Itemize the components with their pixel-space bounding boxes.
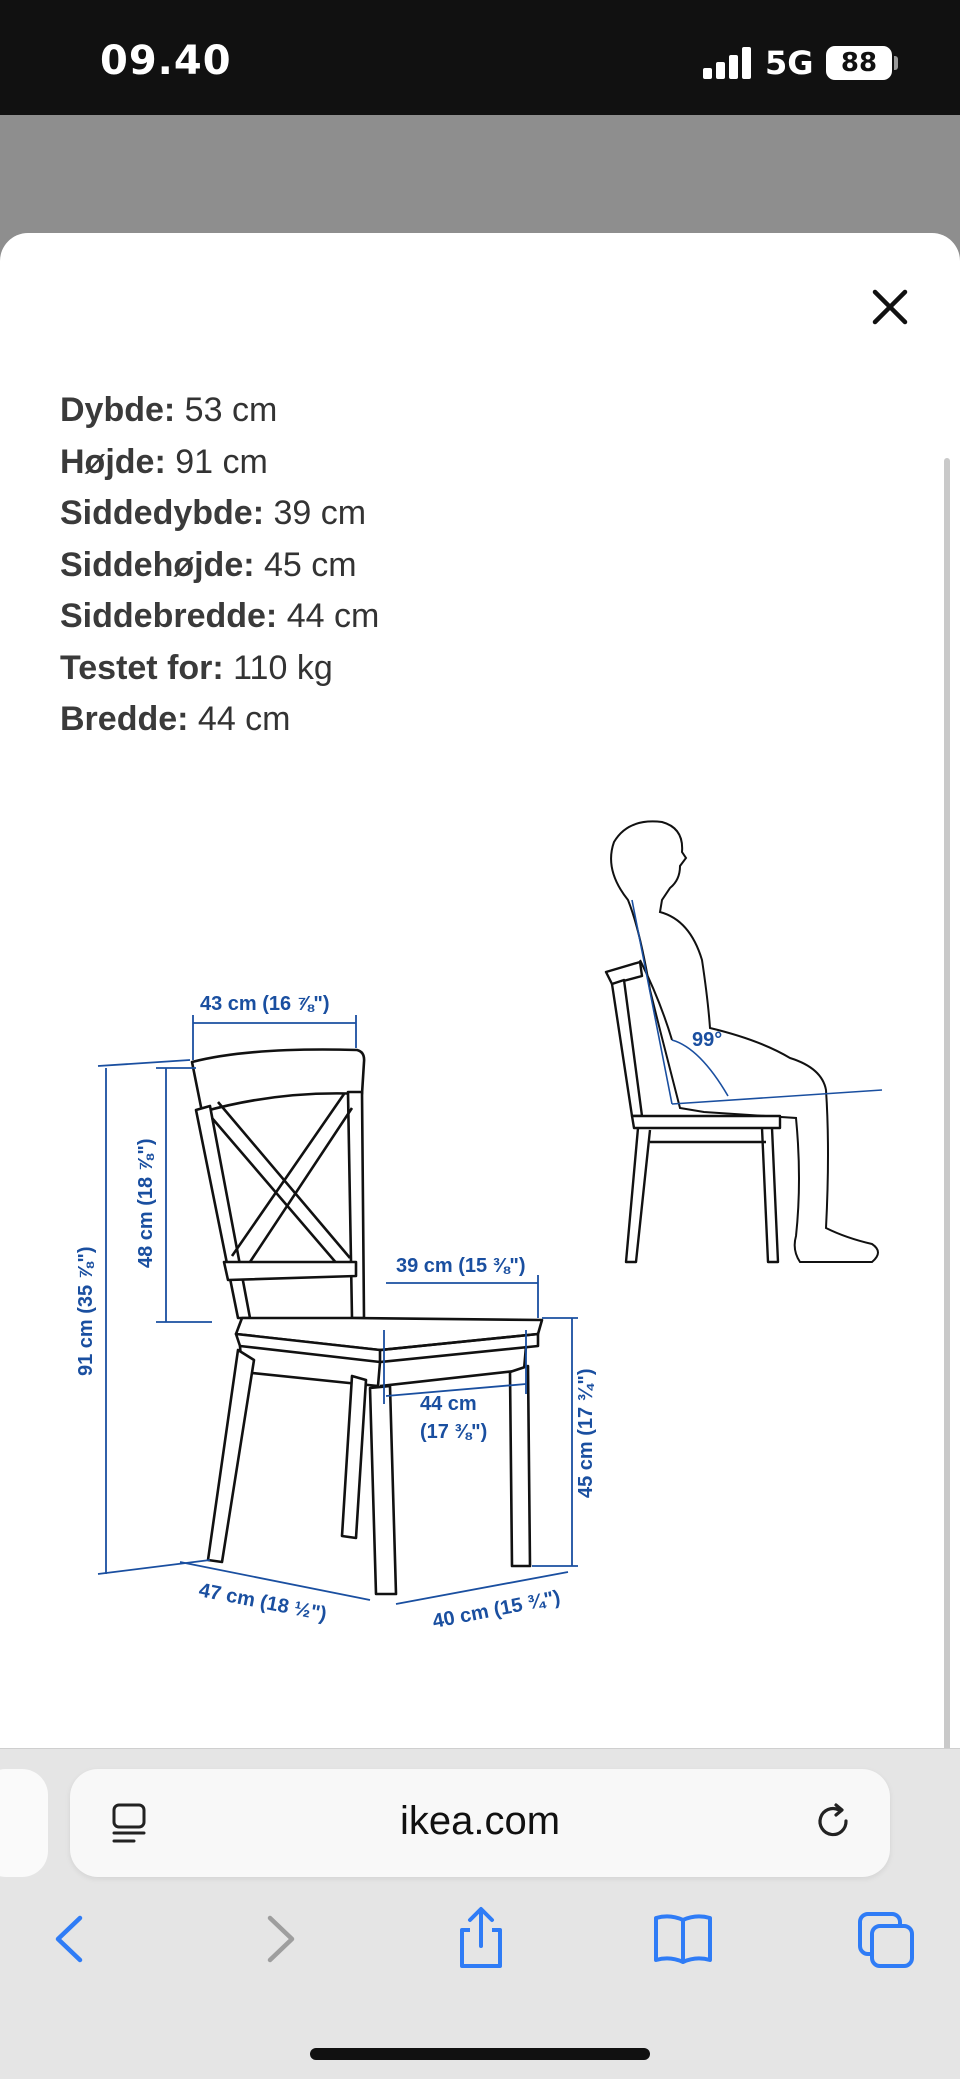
status-time: 09.40 xyxy=(100,38,232,84)
dim-seat-height: 45 cm (17 ¾") xyxy=(575,1368,597,1498)
chair-dimension-diagram xyxy=(0,233,960,1748)
spec-label: Højde: xyxy=(60,442,166,481)
dim-depth: 47 cm (18 ½") xyxy=(197,1579,329,1626)
tabs-button[interactable] xyxy=(852,1904,922,1974)
network-label: 5G xyxy=(765,44,814,82)
angle-label: 99° xyxy=(692,1029,723,1051)
angle-guides xyxy=(632,900,882,1104)
battery-icon: 88 xyxy=(826,46,892,80)
sitting-person-figure xyxy=(611,821,878,1262)
reload-icon[interactable] xyxy=(810,1799,858,1847)
spec-label: Siddedybde: xyxy=(60,494,265,532)
spec-label: Siddebredde: xyxy=(60,597,278,635)
spec-value: 110 kg xyxy=(223,648,333,687)
spec-value: 39 cm xyxy=(264,494,367,532)
back-icon xyxy=(36,1904,106,1974)
tabs-icon xyxy=(852,1904,922,1974)
spec-value: 53 cm xyxy=(175,391,278,429)
spec-value: 45 cm xyxy=(254,545,357,584)
chair-drawing xyxy=(192,1050,542,1595)
dim-width: 40 cm (15 ¾") xyxy=(430,1586,563,1633)
previous-tab-preview[interactable] xyxy=(0,1769,48,1877)
browser-bottom-bar xyxy=(0,1748,960,2079)
dimensions-sheet xyxy=(0,233,960,1748)
spec-label: Testet for: xyxy=(60,648,224,687)
share-icon xyxy=(446,1904,516,1974)
dim-seat-width-inch: (17 ⅜") xyxy=(420,1421,488,1443)
battery-tip xyxy=(894,56,898,70)
spec-label: Bredde: xyxy=(60,700,189,738)
signal-icon xyxy=(703,47,751,79)
spec-label: Dybde: xyxy=(60,391,176,429)
forward-icon xyxy=(244,1904,314,1974)
dim-back-height: 48 cm (18 ⅞") xyxy=(135,1138,157,1268)
forward-button[interactable] xyxy=(244,1904,314,1974)
url-text[interactable]: ikea.com xyxy=(399,1799,561,1843)
bookmarks-button[interactable] xyxy=(648,1904,718,1974)
home-indicator xyxy=(310,2048,650,2060)
share-button[interactable] xyxy=(446,1904,516,1974)
spec-value: 44 cm xyxy=(188,700,291,738)
dim-seat-width: 44 cm xyxy=(420,1393,477,1415)
dim-top-width: 43 cm (16 ⅞") xyxy=(200,993,330,1015)
bookmarks-icon xyxy=(648,1904,718,1974)
status-bar xyxy=(0,0,960,115)
address-bar[interactable] xyxy=(70,1769,890,1877)
spec-label: Siddehøjde: xyxy=(60,545,255,584)
spec-value: 44 cm xyxy=(277,597,380,635)
dim-total-height: 91 cm (35 ⅞") xyxy=(75,1246,97,1376)
back-button[interactable] xyxy=(36,1904,106,1974)
side-chair-drawing xyxy=(606,962,780,1262)
dim-seat-depth: 39 cm (15 ⅜") xyxy=(396,1255,526,1277)
spec-value: 91 cm xyxy=(165,442,268,481)
